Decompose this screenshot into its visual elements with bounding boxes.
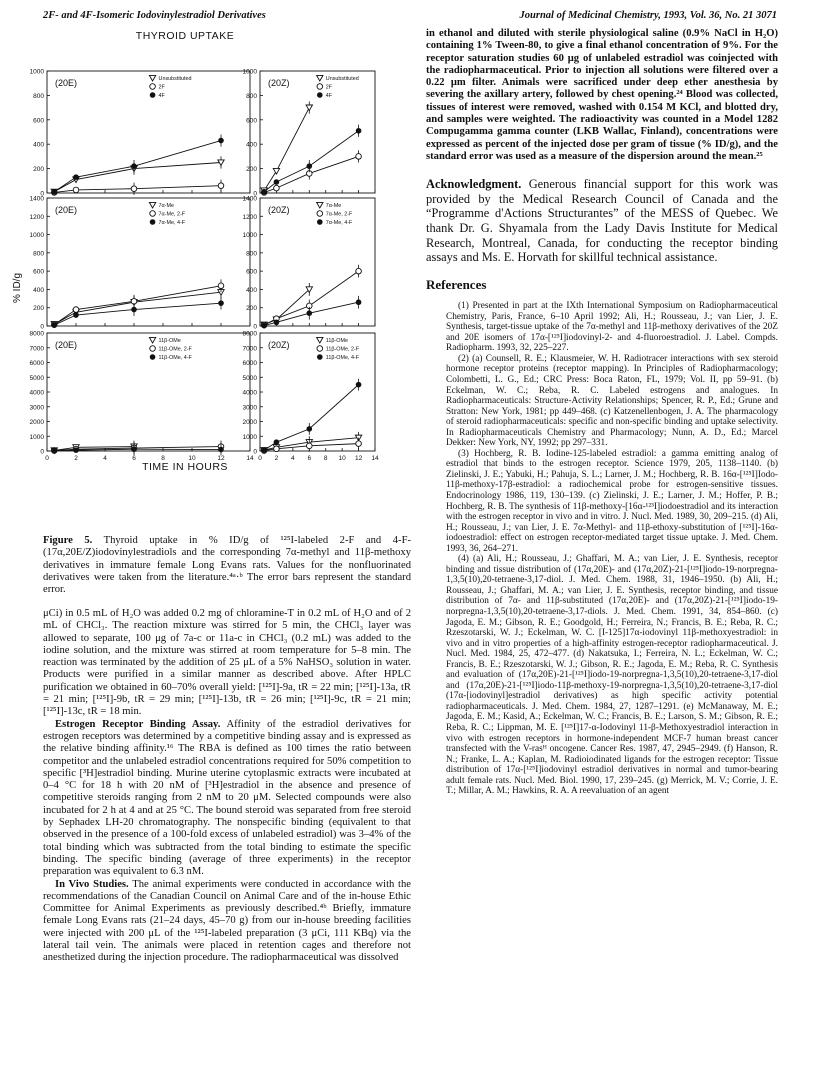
data-point	[356, 299, 362, 305]
y-tick-label: 7000	[29, 345, 44, 353]
data-point	[274, 446, 280, 452]
legend-marker	[317, 84, 323, 90]
y-tick-label: 0	[40, 190, 44, 198]
data-point	[131, 186, 137, 192]
legend-entry: 7α-Me	[325, 203, 342, 209]
x-tick-label: 14	[371, 455, 379, 462]
legend-marker	[150, 211, 156, 217]
y-tick-label: 600	[246, 117, 257, 125]
x-tick-label: 12	[217, 455, 225, 462]
data-point	[51, 189, 57, 195]
legend-marker	[149, 75, 155, 81]
data-point	[218, 300, 224, 306]
panel-label: (20E)	[55, 340, 78, 350]
panel-frame	[260, 198, 375, 326]
legend-marker	[150, 346, 156, 352]
y-tick-label: 5000	[242, 374, 257, 382]
y-tick-label: 0	[40, 323, 44, 331]
x-tick-label: 10	[188, 455, 196, 462]
legend-entry: 2F	[325, 84, 333, 91]
y-tick-label: 6000	[242, 360, 257, 367]
data-point	[131, 307, 137, 313]
y-tick-label: 2000	[29, 419, 44, 426]
x-tick-label: 6	[132, 455, 136, 462]
left-column-text	[43, 608, 411, 965]
y-tick-label: 400	[33, 141, 44, 149]
legend-entry: 11β-OMe	[158, 338, 181, 344]
y-tick-label: 3000	[242, 404, 257, 412]
data-point	[274, 185, 280, 191]
y-tick-label: 3000	[29, 404, 44, 412]
paragraph-binding-assay	[43, 719, 411, 879]
y-tick-label: 200	[33, 166, 44, 174]
legend-marker	[317, 92, 323, 98]
legend-entry: 11β-OMe, 4-F	[158, 355, 192, 361]
data-point	[274, 320, 280, 326]
y-tick-label: 400	[33, 286, 44, 294]
legend-marker	[317, 219, 323, 225]
data-point	[73, 447, 79, 453]
data-point	[218, 183, 224, 189]
legend-marker	[317, 211, 323, 217]
y-tick-label: 800	[246, 92, 257, 100]
y-tick-label: 1200	[29, 213, 44, 221]
legend-entry: 7α-Me, 2-F	[325, 211, 353, 218]
x-tick-label: 14	[246, 455, 254, 462]
x-tick-label: 8	[323, 455, 328, 462]
data-point	[218, 138, 224, 144]
data-point	[356, 441, 362, 447]
data-point	[261, 323, 267, 329]
paragraph-in-vivo-cont: in ethanol and diluted with sterile physiological saline (0.9% NaCl in H₂O) containing 1% Tween-80, to give a final ethanol concentration of 9%. For the receptor saturation studies 60 μg of unlabeled estradiol was coinjected with the radiopharmaceutical. Prior to injection all solutions were filtered over a 0.22 μm filter. Animals were sacrificed under deep ether anesthesia by severing the axillary artery, followed by chest opening.²⁴ Blood was collected, tissues of interest were removed, washed with 0.154 M KCl, and blotted dry, and samples were weighted. The radioactivity was counted in a Model 1282 Compugamma gamma counter (LKB Wallac, Finland), concentrations were expressed as percent of the injected dose per gram of tissue (% ID/g), and the standard error was used as a measure of the dispersion around the mean.²⁵	[426, 28, 778, 162]
legend-marker	[317, 346, 323, 352]
y-tick-label: 1400	[242, 195, 257, 203]
legend-entry: 11β-OMe, 2-F	[325, 346, 360, 353]
reference-3: (3) Hochberg, R. B. Iodine-125-labeled estradiol: a gamma emitting analog of estradiol that binds to the estrogen receptor. Science 1979, 205, 1138–1140. (b) Zielinski, J. E.; Yabuki, H.; Pahuja, S. L.; Larner, J. M.; Hochberg, R. B. 16α-[¹²⁵I]Iodo-11β-methoxy-17β-estradiol: a radiochemical probe for estrogen-sensitive tissues. Endocrinology 1986, 119, 130–139. (c) Zielinski, J. E.; Larner, J. M.; Hoffer, P. B.; Hochberg, R. B. The synthesis of 11β-methoxy-[16α-¹²³I]iodoestradiol and its interaction with the estrogen receptor in vivo and in vitro. J. Nucl. Med. 1989, 30, 209–215. (d) Ali, H.; Rousseau, J.; van Lier, J. E. 7α-Methyl- and 11β-ethoxy-substitution of [¹²⁵I]-16α-iodoestradiol: effect on estrogen receptor-mediated target tissue uptake. J. Med. Chem. 1993, 36, 264–271.	[446, 448, 778, 554]
data-point	[131, 446, 137, 452]
binding-assay-text: Affinity of the estradiol derivatives for estrogen receptors was determined by a competitive binding assay and is expressed as the relative binding affinity.¹⁶ The RBA is defined as 100 times the ratio between competitor and the unlabeled estradiol concentrations required for 50% competition to specific [³H]estradiol binding. Murine uterine cytoplasmic extracts were incubated at 0–4 °C for 18 h with 20 nM of [³H]estradiol in the absence and presence of competitive steroids ranging from 2 nM to 20 μM. Selected compounds were also incubated for 2 h at 4 and at 25 °C. The bound steroid was separated from free steroid by Sephadex LH-20 chromatography. The nonspecific binding (equivalent to that observed in the presence of a 100-fold excess of unlabeled estradiol) was 3–4% of the total binding which was subtracted from the total binding to estimate the specific binding. The specific binding (average of three experiments) in the receptor preparation was equivalent to 6.3 nM.	[43, 718, 411, 878]
data-point	[261, 189, 267, 195]
y-tick-label: 1000	[242, 433, 257, 441]
ack-text: Generous financial support for this work was provided by the Medical Research Council of Canada and the “Programme d'Actions Structurantes” of the MESS of Quebec. We thank Dr. G. Shyamala from the Lady Davis Institute for Medical Research, Montreal, Canada, for conducting the receptor binding assays and Ms. E. Horvath for skillful technical assistance.	[426, 177, 778, 265]
y-tick-label: 400	[246, 286, 257, 294]
y-tick-label: 200	[246, 166, 257, 174]
legend-marker	[317, 75, 323, 81]
x-tick-label: 4	[103, 455, 107, 462]
y-tick-label: 4000	[29, 389, 44, 397]
y-tick-label: 600	[33, 117, 44, 125]
legend-entry: 11β-OMe, 2-F	[158, 346, 192, 353]
data-point	[51, 322, 57, 328]
y-tick-label: 400	[246, 141, 257, 149]
thyroid-uptake-figure	[10, 28, 410, 528]
y-tick-label: 1000	[29, 68, 44, 76]
acknowledgment	[426, 177, 778, 265]
legend-entry: 7α-Me	[158, 203, 174, 209]
data-point	[356, 382, 362, 388]
caption-text: Thyroid uptake in % ID/g of ¹²⁵I-labeled 2-F and 4-F-(17α,20E/Z)iodovinylestradiols and the corresponding 7α-methyl and 11β-methoxy derivatives in immature female Long Evans rats. Values for the nonfluorinated derivatives were taken from the literature.⁴ᵃ·ᵇ The error bars represent the standard error.	[43, 535, 411, 596]
legend-marker	[149, 337, 155, 343]
data-point	[356, 268, 362, 274]
legend-entry: Unsubstituted	[158, 76, 192, 82]
y-tick-label: 0	[253, 448, 257, 456]
y-tick-label: 0	[40, 448, 44, 456]
running-header-right: Journal of Medicinal Chemistry, 1993, Vol. 36, No. 21 3071	[519, 10, 777, 21]
data-point	[306, 310, 312, 316]
y-axis-label: % ID/g	[12, 272, 23, 304]
y-tick-label: 8000	[242, 330, 257, 338]
series-line	[54, 303, 221, 325]
x-tick-label: 0	[258, 455, 262, 462]
panel-label: (20E)	[55, 78, 78, 88]
y-tick-label: 1000	[242, 232, 257, 240]
data-point	[306, 163, 312, 169]
data-point	[306, 443, 312, 449]
caption-label: Figure 5.	[43, 535, 93, 546]
panel-label: (20Z)	[268, 205, 290, 215]
reference-1: (1) Presented in part at the IXth International Symposium on Radiopharmaceutical Chemistry, Paris, France, 6–10 April 1992; Ali, H.; Rousseau, J.; van Lier, J. E. Synthesis, target-tissue uptake of the 7α-methyl and 11β-methoxy derivatives of the 20Z and 20E isomers of 17α-[¹²⁵I]iodovinyl-2- and 4-fluoroestradiol. J. Label. Compds. Radiopharm. 1993, 32, 225–227.	[446, 301, 778, 354]
y-tick-label: 0	[253, 323, 257, 331]
x-tick-label: 2	[274, 455, 279, 462]
legend-marker	[150, 84, 156, 90]
y-tick-label: 5000	[29, 374, 44, 382]
y-tick-label: 600	[33, 268, 44, 276]
data-point	[306, 105, 312, 111]
x-tick-label: 6	[307, 455, 312, 462]
data-point	[356, 128, 362, 134]
data-point	[306, 426, 312, 432]
y-tick-label: 7000	[242, 345, 257, 353]
y-tick-label: 1200	[242, 213, 257, 221]
y-tick-label: 200	[33, 305, 44, 313]
in-vivo-heading: In Vivo Studies.	[55, 878, 129, 890]
y-tick-label: 1000	[29, 232, 44, 240]
panel-label: (20Z)	[268, 78, 290, 88]
y-tick-label: 4000	[242, 389, 257, 397]
data-point	[274, 439, 280, 445]
data-point	[273, 168, 279, 174]
figure-caption	[43, 535, 411, 596]
y-tick-label: 800	[33, 250, 44, 258]
y-tick-label: 600	[246, 268, 257, 276]
in-vivo-text: The animal experiments were conducted in accordance with the recommendations of the Canadian Council on Animal Care and of the in-house Ethic Committee for Animal Experiments as previously described.⁴ᵇ Briefly, immature female Long Evans rats (21–24 days, 45–70 g) from our in-house breeding facilities were injected with 200 μL of the ¹²⁵I-labeled preparation (3 μCi, 111 KBq) via the lateral tail vein. The animals were placed in retention cages and therefore not anesthetized during the injection procedure. The radiopharmaceutical was dissolved	[43, 878, 411, 964]
y-tick-label: 800	[246, 250, 257, 258]
legend-entry: 7α-Me, 4-F	[158, 220, 186, 226]
references-heading: References	[426, 276, 487, 292]
y-tick-label: 1400	[29, 195, 44, 203]
data-point	[261, 447, 267, 453]
legend-marker	[150, 219, 156, 225]
series-line	[264, 108, 309, 191]
legend-entry: Unsubstituted	[325, 76, 359, 82]
data-point	[218, 283, 224, 289]
figure-title: THYROID UPTAKE	[135, 30, 235, 42]
data-point	[274, 179, 280, 185]
paragraph-radiolabeling: μCi) in 0.5 mL of H₂O was added 0.2 mg of chloramine-T in 0.2 mL of H₂O and of 2 mL of CHCl₃. The reaction mixture was stirred for 5 min, the CHCl₃ layer was allowed to separate, 100 μg of 7a-c or 11a-c in CHCl₃ (0.2 mL) was added to the iodine solution, and the mixture was stirred at room temperature for 5–8 min. The reaction was terminated by the addition of 25 μL of a 5% NaHSO₃ solution in water. Products were purified in a similar manner as described above. After HPLC purification we obtained in 60–70% overall yield: [¹²⁵I]-9a, tR = 22 min; [¹²⁵I]-13a, tR = 21 min; [¹²⁵I]-9b, tR = 29 min; [¹²⁵I]-13b, tR = 26 min; [¹²⁵I]-9c, tR = 21 min; [¹²⁵I]-13c, tR = 18 min.	[43, 608, 411, 718]
legend-entry: 7α-Me, 2-F	[158, 211, 186, 218]
legend-marker	[150, 92, 156, 98]
reference-4: (4) (a) Ali, H.; Rousseau, J.; Ghaffari, M. A.; van Lier, J. E. Synthesis, receptor binding and tissue distribution of (17α,20E)- and (17α,20Z)-21-[¹²⁵I]iodo-19-norpregna-1,3,5(10),20-tetraene-3,17-diol. J. Med. Chem. 1988, 31, 1946–1950. (b) Ali, H.; Rousseau, J.; Ghaffari, M. A.; van Lier, J. E. Synthesis, receptor binding, and tissue distribution of 7α- and 11β-substituted (17α,20E)- and (17α,20Z)-21-[¹²⁵I]iodo-19-norpregna-1,3,5(10),20-tetraene-3,17-diols. J. Med. Chem. 1991, 34, 854–860. (c) Jagoda, E. M.; Gibson, R. E.; Goodgold, H.; Ferreira, N.; Francis, B. E.; Reba, R. C.; Rzeszotarski, W. J.; Eckelman, W. C. [I-125]17α-iodovinyl 11β-methoxyestradiol: in vivo and in vitro properties of a high-affinity estrogen-receptor radiopharmaceutical. J. Nucl. Med. 1984, 25, 472–477. (d) Nakatsuka, I.; Ferreira, N. L.; Eckelman, W. C.; Francis, B. E.; Rzeszotarski, W. J.; Gibson, R. E.; Jagoda, E. M.; Reba, R. C. Synthesis and evaluation of (17α,20E)-21-[¹²⁵I]iodo-19-norpregna-1,3,5(10),20-tetraene-3,17-diol and (17α,20E)-21-[¹²⁵I]iodo-11β-methoxy-19-norpregna-1,3,5(10),20-tetraene-3,17-diol (17α-[iodovinyl]estradiol derivatives) as high specific activity potential radiopharmaceuticals. J. Med. Chem. 1984, 27, 1287–1291. (e) McManaway, M. E.; Jagoda, E. M.; Kasid, A.; Eckelman, W. C.; Francis, B. E.; Larson, S. M.; Gibson, R. E.; Reba, R. C.; Lippman, M. E. [¹²⁵I]17-α-Iodovinyl 11-β-Methoxyestradiol interaction in vivo with estrogen receptors in hormone-independent MCF-7 human breast cancer transfected with the V-rasᴴ oncogene. Cancer Res. 1987, 47, 2945–2949. (f) Hanson, R. N.; Franke, L. A.; Kaplan, M. Radioiodinated ligands for the estrogen receptor: Tissue distribution of 17α-[¹²⁵I]iodovinyl estradiol derivatives in normal and tumor-bearing adult female rats. Nucl. Med. Biol. 1990, 17, 239–245. (g) Merrick, M. V.; Corrie, J. E. T.; Millar, A. M.; Hawkins, R. A. A reevaluation of an agent	[446, 554, 778, 797]
y-tick-label: 2000	[242, 419, 257, 426]
x-tick-label: 4	[291, 455, 295, 462]
running-header-left: 2F- and 4F-Isomeric Iodovinylestradiol Derivatives	[43, 10, 266, 21]
legend-entry: 11β-OMe	[325, 338, 348, 344]
legend-entry: 4F	[158, 93, 165, 99]
data-point	[356, 154, 362, 160]
reference-2: (2) (a) Counsell, R. E.; Klausmeier, W. H. Radiotracer interactions with sex steroid hormone receptor proteins (receptor mapping). In Principles of Radiopharmacology; Colombetti, L. G., Ed.; CRC Press: Boca Raton, FL, 1979; Vol. II, pp 59–91. (b) Eckelman, W. C.; Reba, R. C. Labeled estrogens and analogues. In Radiopharmaceuticals: Structure-Activity Relationships; Spencer, R. P., Ed.; Grune and Stratton: New York, 1981; pp 449–468. (c) Katzenellenbogen, J. A. The pharmacology of steroid radiopharmaceuticals: specific and non-specific binding and uptake selectivity. In Radiopharmaceuticals Chemistry and Pharmacology; Nunn, A. D., Ed.; Marcel Dekker: New York, NY, 1992; pp 297–331.	[446, 353, 778, 449]
legend-marker	[317, 202, 323, 208]
binding-assay-heading: Estrogen Receptor Binding Assay.	[55, 718, 221, 730]
series-line	[54, 186, 221, 193]
legend-entry: 4F	[325, 93, 333, 99]
y-tick-label: 1000	[29, 433, 44, 441]
data-point	[73, 174, 79, 180]
y-tick-label: 0	[253, 190, 257, 198]
x-tick-label: 12	[354, 455, 363, 462]
data-point	[73, 187, 79, 193]
legend-entry: 7α-Me, 4-F	[325, 220, 353, 226]
data-point	[73, 307, 79, 313]
legend-entry: 11β-OMe, 4-F	[325, 355, 360, 361]
x-tick-label: 2	[74, 455, 78, 462]
panel-frame	[47, 333, 250, 451]
y-tick-label: 6000	[29, 360, 44, 367]
data-point	[51, 448, 57, 454]
ack-heading: Acknowledgment.	[426, 177, 522, 192]
data-point	[131, 163, 137, 169]
y-tick-label: 1000	[242, 68, 257, 76]
legend-marker	[149, 202, 155, 208]
x-tick-label: 8	[161, 455, 165, 462]
figure-svg	[10, 28, 410, 528]
series-line	[54, 292, 221, 324]
y-tick-label: 800	[33, 92, 44, 100]
legend-marker	[150, 354, 156, 360]
legend-marker	[317, 354, 323, 360]
x-tick-label: 10	[338, 455, 346, 462]
panel-label: (20E)	[55, 205, 78, 215]
data-point	[73, 312, 79, 318]
panel-frame	[47, 71, 250, 193]
legend-marker	[317, 337, 323, 343]
y-tick-label: 200	[246, 305, 257, 313]
legend-entry: 2F	[158, 84, 165, 91]
paragraph-in-vivo	[43, 879, 411, 965]
panel-label: (20Z)	[268, 340, 290, 350]
right-column-text	[426, 28, 778, 797]
x-axis-label: TIME IN HOURS	[142, 461, 228, 473]
data-point	[218, 447, 224, 453]
x-tick-label: 0	[45, 455, 49, 462]
y-tick-label: 8000	[29, 330, 44, 338]
